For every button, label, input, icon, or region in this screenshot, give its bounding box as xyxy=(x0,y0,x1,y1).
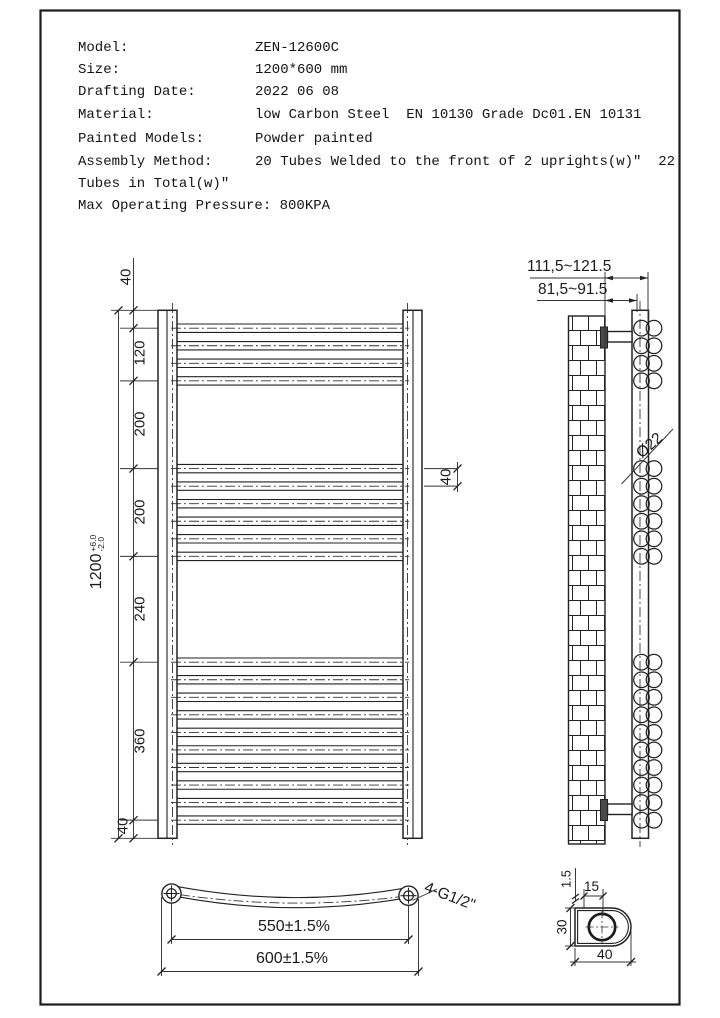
spec-label: Painted Models: xyxy=(78,131,205,147)
bottom-bracket-plate xyxy=(601,800,608,821)
dim-group1-span: 120 xyxy=(131,340,149,366)
spec-value: 20 Tubes Welded to the front of 2 uprights(w)" 22 xyxy=(255,154,676,170)
dim-detail-thickness: 1.5 xyxy=(558,869,574,889)
spec-row-paint xyxy=(78,131,373,147)
dim-overall-height xyxy=(88,535,106,589)
spec-label: Assembly Method: xyxy=(78,154,213,170)
spec-value: ZEN-12600C xyxy=(255,40,340,56)
dim-fitting-thread: 4-G1/2" xyxy=(421,879,478,914)
spec-value: low Carbon Steel EN 10130 Grade Dc01.EN 10131 xyxy=(255,107,642,123)
dim-detail-width: 40 xyxy=(597,946,613,962)
spec-label: Size: xyxy=(78,62,121,78)
dim-tolerance-plus: +6.0 xyxy=(87,534,98,552)
spec-assembly-wrap: Tubes in Total(w)" xyxy=(78,176,230,192)
spec-max-pressure: Max Operating Pressure: 800KPA xyxy=(78,198,331,214)
bottom-view xyxy=(162,884,418,908)
bottom-bracket-arm xyxy=(608,804,633,815)
front-view xyxy=(158,303,422,845)
dim-overall-height-value: 1200 xyxy=(88,553,105,590)
spec-value: 2022 06 08 xyxy=(255,84,340,100)
dim-span-overall: 600±1.5% xyxy=(256,950,328,967)
spec-value: 1200*600 mm xyxy=(255,62,348,78)
spec-row-model xyxy=(78,40,339,56)
dim-group3-span: 360 xyxy=(131,728,149,754)
dim-group2-span: 200 xyxy=(131,499,149,525)
spec-row-size xyxy=(78,62,347,78)
spec-label: Material: xyxy=(78,107,154,123)
dim-tolerance-minus: -2.0 xyxy=(96,536,106,552)
top-bracket-arm xyxy=(608,332,633,343)
dim-tube-pitch: 40 xyxy=(437,468,455,486)
dim-gap1: 200 xyxy=(131,411,149,437)
dim-span-centers: 550±1.5% xyxy=(258,918,330,935)
dim-bottom-offset: 40 xyxy=(114,817,132,835)
dim-wall-distance-inner: 81,5~91.5 xyxy=(538,281,608,298)
wall-section xyxy=(569,316,606,844)
spec-row-material xyxy=(78,107,641,123)
spec-row-assembly xyxy=(78,154,675,170)
front-view-tubes xyxy=(171,324,409,824)
dim-wall-distance-outer: 111,5~121.5 xyxy=(527,258,612,275)
side-view xyxy=(569,301,662,847)
spec-label: Model: xyxy=(78,40,129,56)
dim-gap2: 240 xyxy=(131,596,149,622)
dim-top-offset: 40 xyxy=(117,268,135,286)
spec-row-date xyxy=(78,84,339,100)
top-bracket-plate xyxy=(601,327,608,348)
dim-tube-diameter: Ø22 xyxy=(633,429,667,462)
spec-label: Drafting Date: xyxy=(78,84,196,100)
dim-detail-offset: 15 xyxy=(584,879,600,894)
spec-value: Powder painted xyxy=(255,131,373,147)
dim-detail-height: 30 xyxy=(554,919,570,935)
